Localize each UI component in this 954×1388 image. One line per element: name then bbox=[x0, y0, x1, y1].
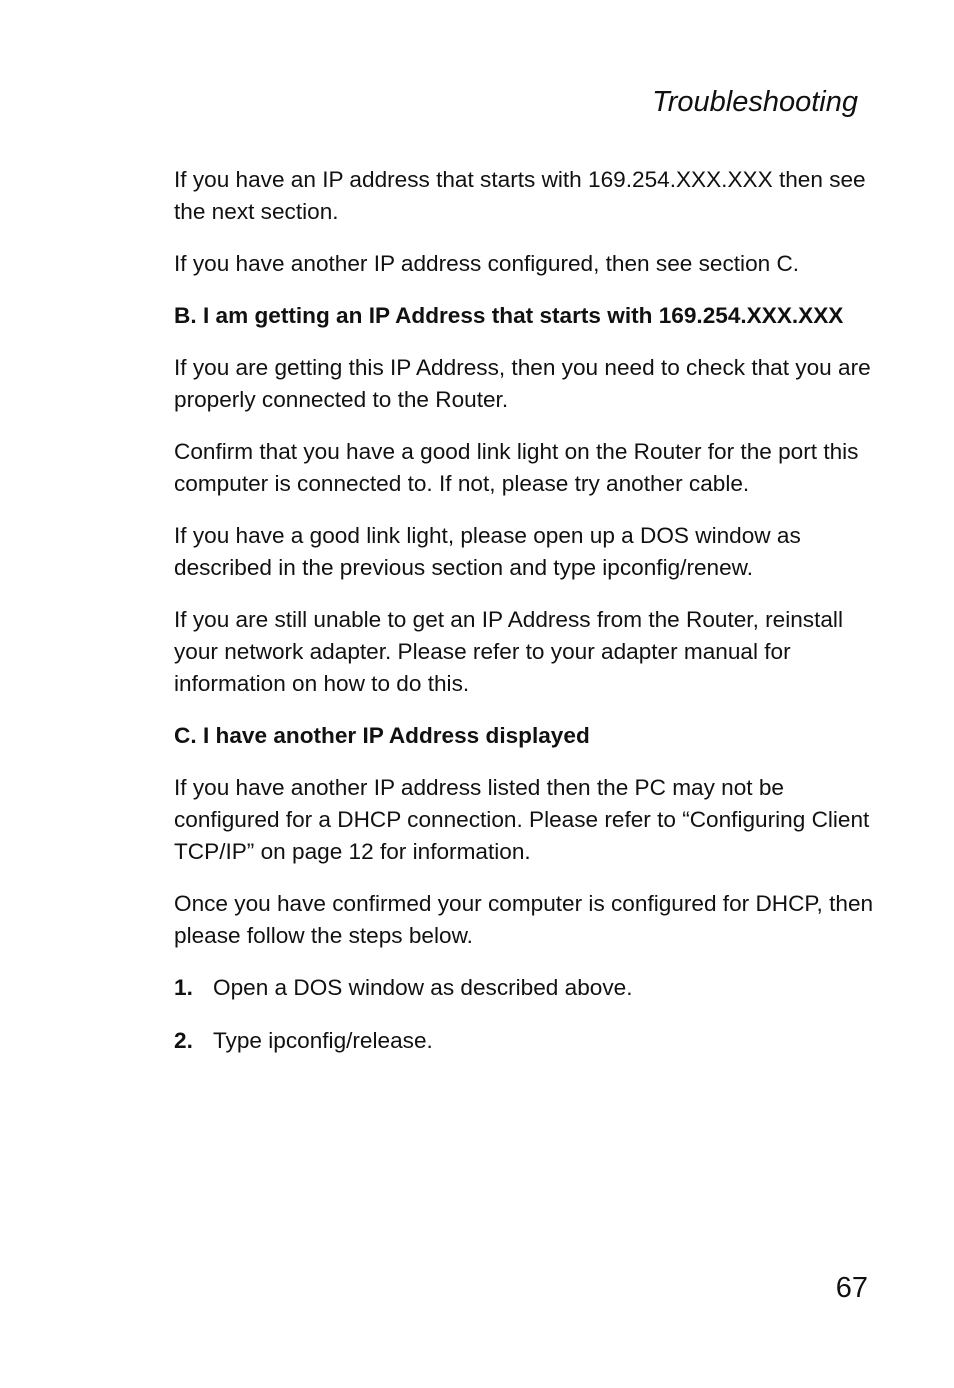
step-number: 1. bbox=[174, 975, 193, 1000]
step-number: 2. bbox=[174, 1028, 193, 1053]
step-item bbox=[174, 1025, 874, 1057]
section-heading-b-text: I am getting an IP Address that starts with 169.254.XXX.XXX bbox=[203, 303, 844, 328]
paragraph-follow-steps: Once you have confirmed your computer is configured for DHCP, then please follow the steps below. bbox=[174, 891, 874, 948]
step-text: Open a DOS window as described above. bbox=[213, 975, 633, 1000]
step-text: Type ipconfig/release. bbox=[213, 1028, 433, 1053]
paragraph-reinstall-adapter: If you are still unable to get an IP Address from the Router, reinstall your network adapter. Please refer to your adapter manual for information on how to do this. bbox=[174, 607, 843, 696]
section-heading-c-prefix: C. bbox=[174, 723, 197, 748]
section-heading-c bbox=[174, 720, 874, 752]
page-number: 67 bbox=[835, 1272, 868, 1304]
paragraph-check-connection: If you are getting this IP Address, then you need to check that you are properly connected to the Router. bbox=[174, 355, 871, 412]
section-heading-b-prefix: B. bbox=[174, 303, 197, 328]
step-item bbox=[174, 972, 874, 1004]
section-heading-b bbox=[174, 300, 874, 332]
paragraph-ipconfig-renew: If you have a good link light, please open up a DOS window as described in the previous section and type ipconfig/renew. bbox=[174, 523, 801, 580]
paragraph-other-ip-intro: If you have another IP address configured, then see section C. bbox=[174, 251, 800, 276]
running-header: Troubleshooting bbox=[652, 86, 858, 118]
page-body bbox=[174, 164, 874, 1078]
paragraph-link-local-intro: If you have an IP address that starts with 169.254.XXX.XXX then see the next section. bbox=[174, 167, 866, 224]
section-heading-c-text: I have another IP Address displayed bbox=[203, 723, 590, 748]
paragraph-dhcp-config: If you have another IP address listed then the PC may not be configured for a DHCP connection. Please refer to “Configuring Client TCP/IP” on page 12 for information. bbox=[174, 775, 870, 864]
paragraph-link-light: Confirm that you have a good link light on the Router for the port this computer is connected to. If not, please try another cable. bbox=[174, 439, 859, 496]
